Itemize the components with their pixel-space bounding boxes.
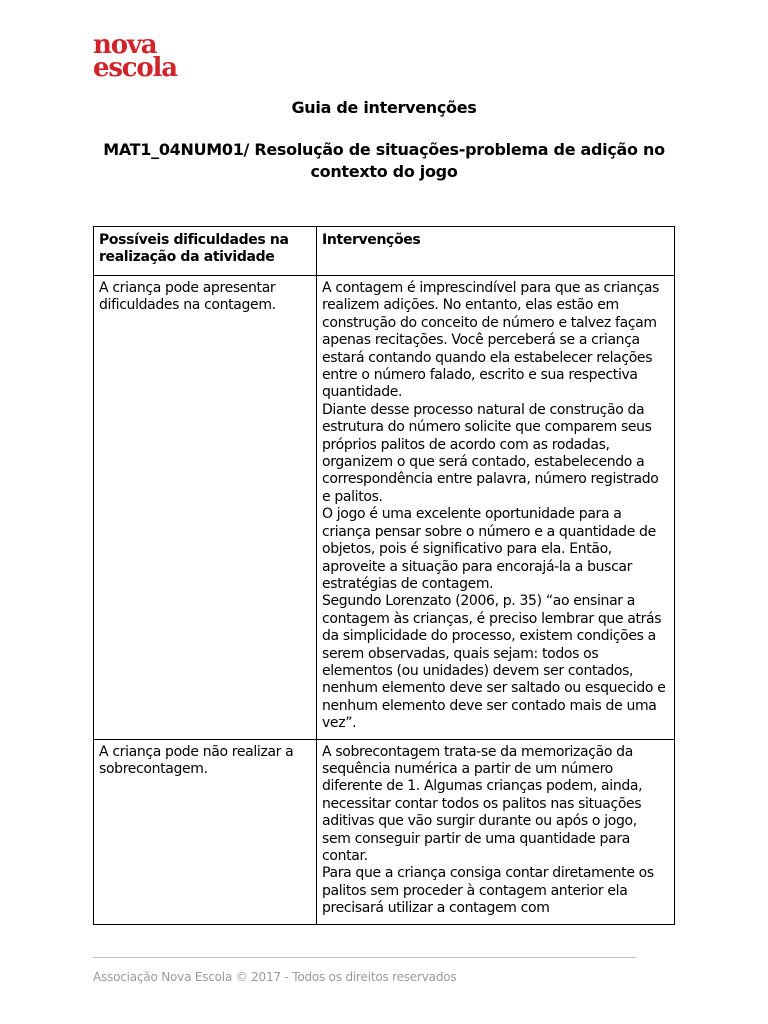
intervention-paragraph: A contagem é imprescindível para que as crianças realizem adições. No entanto, elas estão em construção do conceito de número e talvez façam apenas recitações. Você perceberá se a criança estará contando quando ela estabelecer relações entre o número falado, escrito e sua respectiva quantidade. [322, 280, 660, 401]
header-difficulties: Possíveis dificuldades na realização da atividade [94, 227, 317, 276]
table-row [94, 739, 675, 924]
intervention-cell [317, 276, 675, 740]
interventions-table [93, 226, 675, 925]
table-row [94, 276, 675, 740]
logo-line-2: escola [93, 53, 177, 83]
header-interventions: Intervenções [317, 227, 675, 276]
intervention-paragraph: Para que a criança consiga contar diretamente os palitos sem proceder à contagem anterior ela precisará utilizar a contagem com [322, 865, 654, 917]
footer-copyright: Associação Nova Escola © 2017 - Todos os direitos reservados [93, 970, 457, 984]
logo-line-1: nova [93, 30, 157, 60]
footer-divider [93, 957, 636, 958]
intervention-paragraph: Diante desse processo natural de construção da estrutura do número solicite que comparem seus próprios palitos de acordo com as rodadas, organizem o que será contado, estabelecendo a correspondência entre palavra, número registrado e palitos. [322, 401, 659, 505]
intervention-paragraph: Segundo Lorenzato (2006, p. 35) “ao ensinar a contagem às crianças, é preciso lembrar que atrás da simplicidade do processo, existem condições a serem observadas, quais sejam: todos os elementos (ou unidades) devem ser contados, nenhum elemento deve ser saltado ou esquecido e nenhum elemento deve ser contado mais de uma vez”. [322, 593, 666, 732]
intervention-paragraph: O jogo é uma excelente oportunidade para a criança pensar sobre o número e a quantidade de objetos, pois é significativo para ela. Então, aproveite a situação para encorajá-la a buscar estratégias de contagem. [322, 506, 656, 592]
intervention-cell [317, 739, 675, 924]
nova-escola-logo [93, 30, 177, 83]
page-subtitle: MAT1_04NUM01/ Resolução de situações-problema de adição no contexto do jogo [103, 140, 665, 181]
difficulty-cell: A criança pode não realizar a sobrecontagem. [94, 739, 317, 924]
table-header-row [94, 227, 675, 276]
difficulty-cell: A criança pode apresentar dificuldades na contagem. [94, 276, 317, 740]
intervention-paragraph: A sobrecontagem trata-se da memorização da sequência numérica a partir de um número diferente de 1. Algumas crianças podem, ainda, necessitar contar todos os palitos nas situações aditivas que vão surgir durante ou após o jogo, sem conseguir partir de uma quantidade para contar. [322, 743, 643, 864]
page-title: Guia de intervenções [291, 98, 477, 117]
